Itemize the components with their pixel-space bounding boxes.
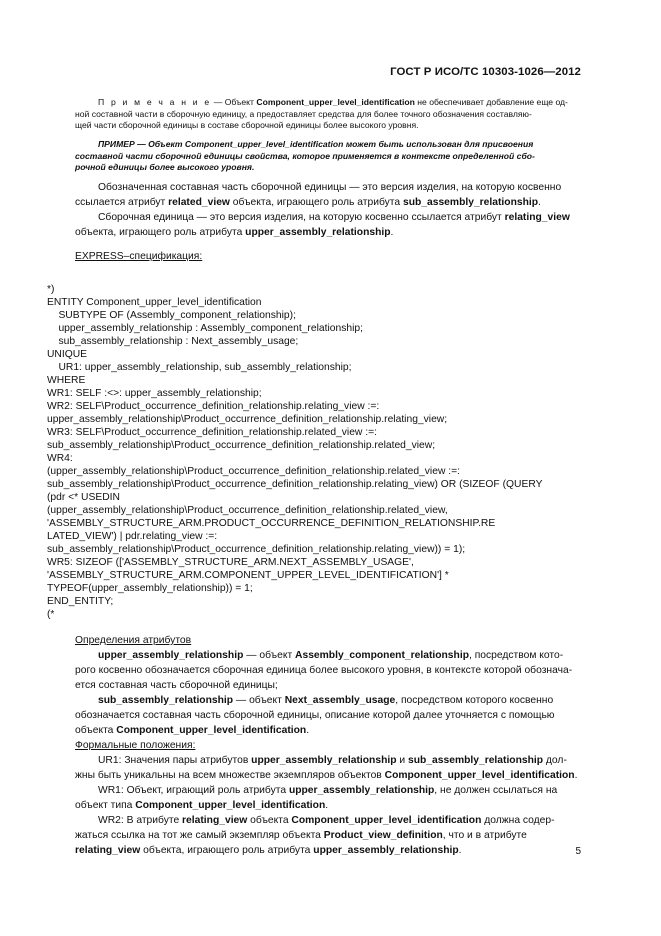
code-line: TYPEOF(upper_assembly_relationship)) = 1; bbox=[47, 583, 253, 595]
code-line: sub_assembly_relationship\Product_occurrence_definition_relationship.relating_view) OR (SIZEOF (QUERY bbox=[47, 479, 543, 491]
code-line: sub_assembly_relationship\Product_occurrence_definition_relationship.related_view; bbox=[47, 440, 436, 452]
attr-upper-assembly: upper_assembly_relationship — объект Assembly_component_relationship, посредством кото- рого косвенно обозначается сборочная единица более высокого уровня, в контексте которой обознача- ется составная часть сборочной единицы; bbox=[75, 650, 573, 692]
code-line: WR3: SELF\Product_occurrence_definition_relationship.related_view :=: bbox=[47, 427, 377, 439]
note-label: П р и м е ч а н и е bbox=[98, 97, 212, 107]
code-line: *) bbox=[47, 284, 55, 295]
rule-ur1: UR1: Значения пары атрибутов upper_assembly_relationship и sub_assembly_relationship дол- жны быть уникальны на всем множестве экземпляров объектов Component_upper_level_identification. bbox=[75, 755, 578, 782]
code-line: WR2: SELF\Product_occurrence_definition_relationship.relating_view :=: bbox=[47, 401, 380, 413]
code-line: WHERE bbox=[47, 375, 86, 387]
code-line: SUBTYPE OF (Assembly_component_relationship); bbox=[47, 310, 296, 322]
code-line: WR5: SIZEOF (['ASSEMBLY_STRUCTURE_ARM.NEXT_ASSEMBLY_USAGE', bbox=[47, 557, 414, 569]
code-line: WR4: bbox=[47, 453, 73, 465]
standard-header: ГОСТ Р ИСО/ТС 10303-1026—2012 bbox=[390, 66, 581, 78]
rule-wr1: WR1: Объект, играющий роль атрибута upper_assembly_relationship, не должен ссылаться на объект типа Component_upper_level_identification. bbox=[75, 785, 558, 812]
code-line: UNIQUE bbox=[47, 349, 88, 361]
code-line: ENTITY Component_upper_level_identification bbox=[47, 297, 262, 309]
paragraph-designated-component: Обозначенная составная часть сборочной единицы — это версия изделия, на которую косвенно ссылается атрибут related_view объекта, играющего роль атрибута sub_assembly_relationship. bbox=[75, 182, 562, 209]
rule-wr2: WR2: В атрибуте relating_view объекта Component_upper_level_identification должна содер- жаться ссылка на тот же самый экземпляр объекта Product_view_definition, что и в атрибуте relating_view объекта, играющего роль атрибута upper_assembly_relationship. bbox=[75, 815, 555, 857]
express-heading: EXPRESS–спецификация: bbox=[75, 251, 203, 262]
code-line: (upper_assembly_relationship\Product_occurrence_definition_relationship.related_view :=: bbox=[47, 466, 460, 478]
code-line: (* bbox=[47, 609, 55, 621]
code-line: sub_assembly_relationship\Product_occurrence_definition_relationship.relating_view)) = 1); bbox=[47, 544, 466, 556]
code-line: (pdr <* USEDIN bbox=[47, 492, 120, 504]
code-line: LATED_VIEW') | pdr.relating_view :=: bbox=[47, 531, 218, 543]
express-code-block bbox=[47, 283, 607, 621]
code-line: sub_assembly_relationship : Next_assembly_usage; bbox=[47, 336, 299, 348]
code-line: upper_assembly_relationship\Product_occurrence_definition_relationship.relating_view; bbox=[47, 414, 448, 426]
code-line: upper_assembly_relationship : Assembly_component_relationship; bbox=[47, 323, 363, 335]
formal-heading: Формальные положения: bbox=[75, 740, 196, 751]
note-block: П р и м е ч а н и е — Объект Component_upper_level_identification не обеспечивает добавление еще од- ной составной части в сборочную единицу, а предоставляет средства для более точного обозначения составляю- щей части сборочной единицы в составе сборочной единицы более высокого уровня. bbox=[75, 97, 568, 131]
code-line: (upper_assembly_relationship\Product_occurrence_definition_relationship.related_view, bbox=[47, 505, 448, 517]
example-block: ПРИМЕР — Объект Component_upper_level_identification может быть использован для присвоения составной части сборочной единицы свойства, которое применяется в контексте определенной сбо- рочной единицы более высокого уровня. bbox=[75, 139, 535, 173]
code-line: WR1: SELF :<>: upper_assembly_relationship; bbox=[47, 388, 262, 400]
code-line: 'ASSEMBLY_STRUCTURE_ARM.COMPONENT_UPPER_LEVEL_IDENTIFICATION'] * bbox=[47, 570, 449, 582]
code-line: END_ENTITY; bbox=[47, 596, 114, 608]
page-number: 5 bbox=[575, 846, 581, 857]
attr-sub-assembly: sub_assembly_relationship — объект Next_assembly_usage, посредством которого косвенно обозначается составная часть сборочной единицы, описание которой далее уточняется с помощью объекта Component_upper_level_identification. bbox=[75, 695, 555, 737]
paragraph-assembly: Сборочная единица — это версия изделия, на которую косвенно ссылается атрибут relating_view объекта, играющего роль атрибута upper_assembly_relationship. bbox=[75, 212, 570, 239]
attributes-heading: Определения атрибутов bbox=[75, 635, 192, 646]
code-line: UR1: upper_assembly_relationship, sub_assembly_relationship; bbox=[47, 362, 352, 374]
code-line: 'ASSEMBLY_STRUCTURE_ARM.PRODUCT_OCCURRENCE_DEFINITION_RELATIONSHIP.RE bbox=[47, 518, 496, 530]
